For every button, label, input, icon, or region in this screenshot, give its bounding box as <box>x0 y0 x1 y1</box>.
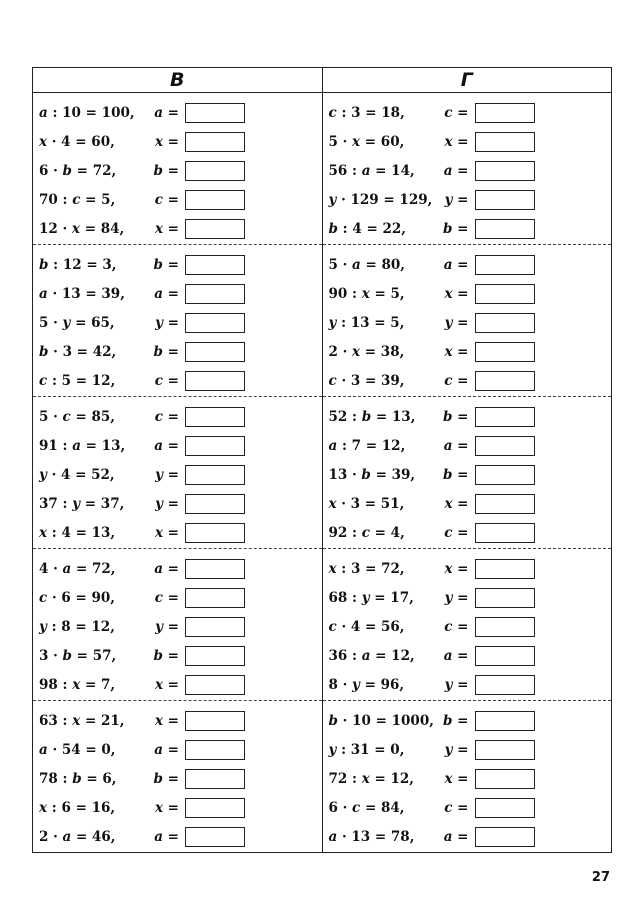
exercise-table <box>32 67 612 853</box>
equation-row <box>323 612 612 641</box>
answer-box[interactable] <box>475 132 535 152</box>
variable-label: a = <box>154 285 179 302</box>
equation-text: 5 · c = 85, <box>39 408 115 425</box>
answer-box[interactable] <box>185 465 245 485</box>
answer-box[interactable] <box>185 675 245 695</box>
equation-row <box>323 185 612 214</box>
equation-row <box>323 641 612 670</box>
variable-label: c = <box>154 372 179 389</box>
equation-text: 63 : x = 21, <box>39 712 125 729</box>
equation-text: 98 : x = 7, <box>39 676 116 693</box>
equation-text: 5 · y = 65, <box>39 314 115 331</box>
equation-text: b · 10 = 1000, <box>328 712 434 729</box>
equation-group <box>323 244 612 396</box>
equation-row <box>33 156 322 185</box>
answer-box[interactable] <box>185 769 245 789</box>
equation-row <box>323 460 612 489</box>
equation-row <box>323 764 612 793</box>
column-header: В <box>33 68 322 93</box>
answer-box[interactable] <box>475 436 535 456</box>
equation-row <box>323 127 612 156</box>
equation-row <box>33 214 322 243</box>
variable-label: b = <box>153 770 179 787</box>
variable-label: x = <box>444 770 469 787</box>
answer-box[interactable] <box>185 132 245 152</box>
answer-box[interactable] <box>475 646 535 666</box>
equation-row <box>323 156 612 185</box>
equation-text: 92 : c = 4, <box>328 524 405 541</box>
variable-label: y = <box>155 618 179 635</box>
answer-box[interactable] <box>475 103 535 123</box>
answer-box[interactable] <box>475 827 535 847</box>
variable-label: y = <box>155 466 179 483</box>
answer-box[interactable] <box>185 407 245 427</box>
answer-box[interactable] <box>475 161 535 181</box>
answer-box[interactable] <box>475 523 535 543</box>
answer-box[interactable] <box>185 827 245 847</box>
variable-label: x = <box>154 133 179 150</box>
variable-label: x = <box>444 285 469 302</box>
equation-row <box>323 431 612 460</box>
equation-row <box>323 366 612 395</box>
answer-box[interactable] <box>185 798 245 818</box>
equation-row <box>323 308 612 337</box>
equation-text: x : 6 = 16, <box>39 799 116 816</box>
variable-label: x = <box>154 676 179 693</box>
equation-text: y · 129 = 129, <box>328 191 433 208</box>
answer-box[interactable] <box>185 588 245 608</box>
variable-label: y = <box>444 676 469 693</box>
equation-text: a : 10 = 100, <box>39 104 135 121</box>
variable-label: a = <box>154 560 179 577</box>
equation-row <box>33 612 322 641</box>
variable-label: b = <box>443 220 469 237</box>
answer-box[interactable] <box>185 313 245 333</box>
equation-row <box>33 127 322 156</box>
variable-label: a = <box>443 162 469 179</box>
variable-label: c = <box>444 524 469 541</box>
equation-text: y : 31 = 0, <box>328 741 405 758</box>
equation-row <box>33 670 322 699</box>
answer-box[interactable] <box>185 284 245 304</box>
answer-box[interactable] <box>475 675 535 695</box>
equation-group <box>33 244 322 396</box>
column-g <box>322 68 612 852</box>
equation-text: b : 4 = 22, <box>328 220 406 237</box>
equation-row <box>33 431 322 460</box>
equation-group <box>323 548 612 700</box>
equation-row <box>33 554 322 583</box>
answer-box[interactable] <box>475 588 535 608</box>
variable-label: a = <box>154 104 179 121</box>
answer-box[interactable] <box>185 103 245 123</box>
equation-row <box>323 337 612 366</box>
equation-text: 5 · x = 60, <box>328 133 405 150</box>
equation-text: c · 4 = 56, <box>328 618 405 635</box>
equation-group <box>323 700 612 852</box>
variable-label: b = <box>153 162 179 179</box>
equation-row <box>33 366 322 395</box>
equation-text: 4 · a = 72, <box>39 560 116 577</box>
variable-label: c = <box>154 408 179 425</box>
answer-box[interactable] <box>185 711 245 731</box>
equation-row <box>323 98 612 127</box>
variable-label: b = <box>443 466 469 483</box>
answer-box[interactable] <box>475 740 535 760</box>
answer-box[interactable] <box>185 190 245 210</box>
equation-row <box>323 822 612 851</box>
answer-box[interactable] <box>185 255 245 275</box>
variable-label: b = <box>153 256 179 273</box>
equation-group <box>33 93 322 244</box>
equation-text: b : 12 = 3, <box>39 256 117 273</box>
equation-group <box>33 700 322 852</box>
equation-row <box>33 489 322 518</box>
variable-label: x = <box>154 524 179 541</box>
variable-label: y = <box>444 589 469 606</box>
equation-text: 36 : a = 12, <box>328 647 415 664</box>
variable-label: x = <box>154 799 179 816</box>
answer-box[interactable] <box>475 798 535 818</box>
variable-label: a = <box>154 828 179 845</box>
equation-row <box>323 279 612 308</box>
answer-box[interactable] <box>475 313 535 333</box>
variable-label: c = <box>154 191 179 208</box>
equation-row <box>323 670 612 699</box>
answer-box[interactable] <box>185 161 245 181</box>
answer-box[interactable] <box>185 342 245 362</box>
answer-box[interactable] <box>475 219 535 239</box>
variable-label: a = <box>443 256 469 273</box>
variable-label: x = <box>444 343 469 360</box>
variable-label: y = <box>444 191 469 208</box>
answer-box[interactable] <box>475 559 535 579</box>
equation-text: 90 : x = 5, <box>328 285 405 302</box>
variable-label: b = <box>443 408 469 425</box>
answer-box[interactable] <box>475 769 535 789</box>
equation-row <box>323 793 612 822</box>
equation-row <box>33 641 322 670</box>
variable-label: b = <box>153 647 179 664</box>
column-v <box>33 68 322 852</box>
equation-row <box>323 583 612 612</box>
equation-text: c : 3 = 18, <box>328 104 405 121</box>
equation-row <box>33 518 322 547</box>
equation-text: c · 3 = 39, <box>328 372 405 389</box>
equation-text: 52 : b = 13, <box>328 408 416 425</box>
variable-label: a = <box>154 741 179 758</box>
equation-row <box>33 98 322 127</box>
equation-text: x : 3 = 72, <box>328 560 405 577</box>
answer-box[interactable] <box>475 190 535 210</box>
equation-text: 70 : c = 5, <box>39 191 116 208</box>
variable-label: c = <box>444 372 469 389</box>
equation-text: y : 13 = 5, <box>328 314 405 331</box>
equation-group <box>33 396 322 548</box>
equation-text: x · 3 = 51, <box>328 495 405 512</box>
answer-box[interactable] <box>185 646 245 666</box>
equation-row <box>323 402 612 431</box>
equation-text: x · 4 = 60, <box>39 133 115 150</box>
equation-text: 68 : y = 17, <box>328 589 414 606</box>
equation-row <box>33 250 322 279</box>
answer-box[interactable] <box>185 559 245 579</box>
variable-label: b = <box>153 343 179 360</box>
variable-label: c = <box>444 104 469 121</box>
answer-box[interactable] <box>475 284 535 304</box>
equation-row <box>323 489 612 518</box>
equation-text: 6 · b = 72, <box>39 162 117 179</box>
variable-label: a = <box>443 647 469 664</box>
equation-row <box>33 583 322 612</box>
answer-box[interactable] <box>475 465 535 485</box>
equation-text: 78 : b = 6, <box>39 770 117 787</box>
answer-box[interactable] <box>185 617 245 637</box>
equation-text: 5 · a = 80, <box>328 256 405 273</box>
equation-text: 37 : y = 37, <box>39 495 125 512</box>
answer-box[interactable] <box>475 342 535 362</box>
equation-row <box>33 308 322 337</box>
equation-text: 56 : a = 14, <box>328 162 415 179</box>
answer-box[interactable] <box>475 617 535 637</box>
equation-text: b · 3 = 42, <box>39 343 117 360</box>
equation-row <box>33 764 322 793</box>
equation-row <box>323 518 612 547</box>
equation-text: a : 7 = 12, <box>328 437 406 454</box>
equation-text: 2 · x = 38, <box>328 343 405 360</box>
answer-box[interactable] <box>475 407 535 427</box>
equation-group <box>323 396 612 548</box>
equation-row <box>33 337 322 366</box>
equation-text: a · 13 = 78, <box>328 828 415 845</box>
page-number: 27 <box>591 870 610 885</box>
equation-text: 2 · a = 46, <box>39 828 116 845</box>
equation-text: 6 · c = 84, <box>328 799 405 816</box>
equation-text: 3 · b = 57, <box>39 647 117 664</box>
variable-label: y = <box>155 495 179 512</box>
equation-row <box>33 185 322 214</box>
variable-label: x = <box>444 133 469 150</box>
answer-box[interactable] <box>475 494 535 514</box>
equation-row <box>33 793 322 822</box>
variable-label: x = <box>444 560 469 577</box>
equation-row <box>323 735 612 764</box>
equation-text: x : 4 = 13, <box>39 524 116 541</box>
equation-text: c · 6 = 90, <box>39 589 115 606</box>
equation-row <box>33 735 322 764</box>
variable-label: y = <box>155 314 179 331</box>
equation-text: c : 5 = 12, <box>39 372 116 389</box>
equation-text: y : 8 = 12, <box>39 618 115 635</box>
equation-text: 13 · b = 39, <box>328 466 416 483</box>
variable-label: c = <box>444 618 469 635</box>
equation-text: y · 4 = 52, <box>39 466 115 483</box>
equation-text: 12 · x = 84, <box>39 220 125 237</box>
variable-label: x = <box>444 495 469 512</box>
equation-text: 8 · y = 96, <box>328 676 405 693</box>
variable-label: y = <box>444 314 469 331</box>
answer-box[interactable] <box>185 740 245 760</box>
equation-row <box>323 214 612 243</box>
answer-box[interactable] <box>185 494 245 514</box>
answer-box[interactable] <box>475 371 535 391</box>
equation-row <box>33 402 322 431</box>
answer-box[interactable] <box>475 711 535 731</box>
variable-label: b = <box>443 712 469 729</box>
equation-group <box>33 548 322 700</box>
variable-label: a = <box>154 437 179 454</box>
variable-label: a = <box>443 828 469 845</box>
equation-row <box>33 279 322 308</box>
equation-text: 72 : x = 12, <box>328 770 414 787</box>
equation-text: 91 : a = 13, <box>39 437 126 454</box>
variable-label: a = <box>443 437 469 454</box>
variable-label: c = <box>444 799 469 816</box>
variable-label: c = <box>154 589 179 606</box>
variable-label: x = <box>154 712 179 729</box>
equation-text: a · 54 = 0, <box>39 741 116 758</box>
answer-box[interactable] <box>185 436 245 456</box>
answer-box[interactable] <box>185 219 245 239</box>
equation-row <box>33 460 322 489</box>
equation-row <box>323 554 612 583</box>
equation-row <box>33 822 322 851</box>
answer-box[interactable] <box>185 371 245 391</box>
equation-row <box>323 706 612 735</box>
answer-box[interactable] <box>185 523 245 543</box>
variable-label: y = <box>444 741 469 758</box>
equation-group <box>323 93 612 244</box>
equation-text: a · 13 = 39, <box>39 285 125 302</box>
equation-row <box>323 250 612 279</box>
column-header: Г <box>323 68 612 93</box>
variable-label: x = <box>154 220 179 237</box>
equation-row <box>33 706 322 735</box>
answer-box[interactable] <box>475 255 535 275</box>
